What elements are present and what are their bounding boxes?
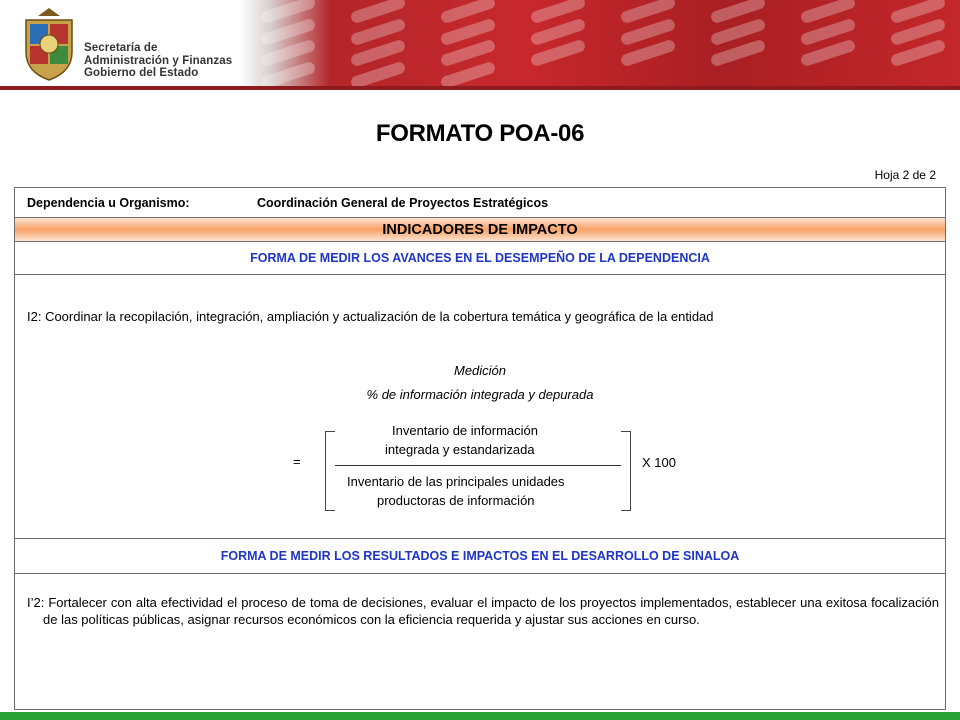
org-line-3: Gobierno del Estado	[84, 67, 199, 79]
formula-multiplier: X 100	[642, 455, 676, 470]
poa-form	[14, 187, 946, 710]
state-coat-of-arms-icon	[20, 6, 78, 82]
formula-fraction-line	[335, 465, 621, 466]
impact-indicator-block	[15, 574, 945, 710]
formula-numerator-line-2: integrada y estandarizada	[385, 442, 535, 457]
measurement-description: % de información integrada y depurada	[366, 387, 594, 402]
organization-name	[84, 42, 232, 80]
banner-bottom-stripe	[0, 86, 960, 90]
performance-indicator-block	[15, 275, 945, 539]
dependency-row	[15, 188, 945, 218]
footer-green-bar	[0, 712, 960, 720]
banner-watermark-pattern	[250, 0, 960, 90]
header-banner	[0, 0, 960, 90]
performance-subtitle: FORMA DE MEDIR LOS AVANCES EN EL DESEMPEÑO DE LA DEPENDENCIA	[15, 242, 945, 275]
formula-right-bracket	[621, 431, 631, 511]
indicator-1-text: I2: Coordinar la recopilación, integración, ampliación y actualización de la cobertura temática y geográfica de la entidad	[27, 309, 714, 324]
formula-numerator-line-1: Inventario de información	[392, 423, 538, 438]
org-line-2: Administración y Finanzas	[84, 54, 233, 67]
sheet-number: Hoja 2 de 2	[874, 168, 936, 182]
org-line-1: Secretaría de	[84, 42, 158, 54]
formula-denominator-line-1: Inventario de las principales unidades	[347, 474, 565, 489]
formula-left-bracket	[325, 431, 335, 511]
indicator-2-text: I’2: Fortalecer con alta efectividad el proceso de toma de decisiones, evaluar el impacto de los proyectos implementados, establecer una exitosa focalización de las políticas públicas, asignar recursos económicos con la eficiencia requerida y ajustar sus acciones en curso.	[27, 595, 939, 627]
dependency-value: Coordinación General de Proyectos Estratégicos	[257, 195, 549, 210]
formula-denominator-line-2: productoras de información	[377, 493, 535, 508]
dependency-label: Dependencia u Organismo:	[27, 195, 190, 210]
section-title: INDICADORES DE IMPACTO	[15, 218, 945, 242]
page-title: FORMATO POA-06	[375, 120, 585, 147]
impact-subtitle: FORMA DE MEDIR LOS RESULTADOS E IMPACTOS EN EL DESARROLLO DE SINALOA	[15, 539, 945, 574]
formula-equals: =	[293, 454, 301, 469]
measurement-label: Medición	[453, 363, 507, 378]
